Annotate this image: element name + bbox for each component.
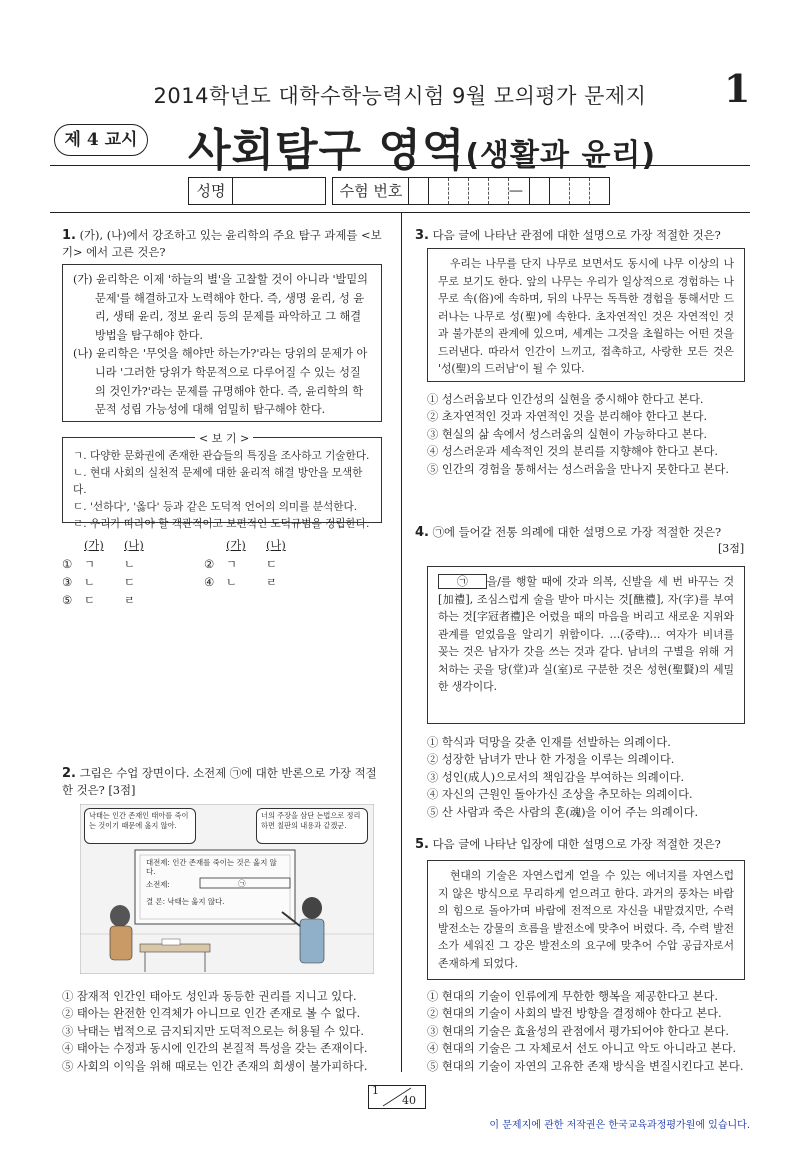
- column-na: (나): [124, 539, 144, 552]
- choice-1-ga[interactable]: ㄱ: [84, 558, 95, 571]
- passage-text: 우리는 나무를 단지 나무로 보면서도 동시에 나무 이상의 나무로 보기도 한다. 앞의 나무는 우리가 일상적으로 경험하는 나무로 속(俗)에 속하며, 뒤의 나무는 독특한 경험을 통해서만 드러나는 나무로 성(聖)에 속한다. 초자연적인 것은 자연적인 것과 불가분의 관계에 있으며, 세계는 그것을 초월하는 어떤 것을 드러낸다. 따라서 인간이 느끼고, 접촉하고, 사랑한 모든 것은 '성(聖)의 드러남'이 될 수 있다.: [438, 257, 734, 375]
- choice-2-number[interactable]: ②: [204, 558, 215, 571]
- choice-4[interactable]: ④ 자신의 근원인 돌아가신 조상을 추모하는 의례이다.: [427, 788, 693, 802]
- choice-3[interactable]: ③ 낙태는 법적으로 금지되지만 도덕적으로는 허용될 수 있다.: [62, 1024, 364, 1038]
- column-divider: [401, 212, 402, 1072]
- board-minor-premise-blank: ㉠: [238, 879, 246, 888]
- question-1-bogi-box: [62, 437, 382, 530]
- choice-5[interactable]: ⑤ 현대의 기술이 자연의 고유한 존재 방식을 변질시킨다고 본다.: [427, 1059, 744, 1073]
- column-ga: (가): [226, 539, 246, 552]
- board-minor-premise-label: 소전제:: [146, 880, 170, 889]
- classroom-illustration: [80, 804, 374, 974]
- choice-2[interactable]: ② 초자연적인 것과 자연적인 것을 분리해야 한다고 본다.: [427, 410, 708, 424]
- speech-bubble-student: 낙태는 인간 존재인 태아를 죽이는 것이기 때문에 옳지 않아.: [84, 808, 196, 844]
- page-counter-current: 1: [372, 1084, 379, 1097]
- column-ga: (가): [84, 539, 104, 552]
- name-label: 성명: [188, 177, 233, 205]
- top-rule: [50, 212, 750, 213]
- board-major-premise: 대전제: 인간 존재를 죽이는 것은 옳지 않다.: [146, 858, 277, 876]
- question-5-choices: [427, 988, 757, 1075]
- question-text: 다음 글에 나타난 입장에 대한 설명으로 가장 적절한 것은?: [432, 837, 721, 851]
- choice-2[interactable]: ② 태아는 완전한 인격체가 아니므로 인간 존재로 볼 수 없다.: [62, 1007, 361, 1021]
- choice-1[interactable]: ① 잠재적 인간인 태아도 성인과 동등한 권리를 지니고 있다.: [62, 990, 357, 1003]
- bogi-item: ㄹ. 우리가 따라야 할 객관적이고 보편적인 도덕규범을 정립한다.: [73, 518, 370, 530]
- choice-1-number[interactable]: ①: [62, 558, 73, 571]
- question-4-choices: [427, 734, 757, 821]
- choice-1-na[interactable]: ㄴ: [124, 558, 135, 571]
- exam-number-label: 수험 번호: [332, 177, 409, 205]
- passage-ga: (가) 윤리학은 이제 '하늘의 별'을 고찰할 것이 아니라 '발밑의 문제'를 해결하고자 노력해야 한다. 즉, 생명 윤리, 성 윤리, 생태 윤리, 정보 윤리 등의 문제를 파악하고 그 해결 방법을 탐구해야 한다.: [73, 273, 368, 342]
- question-3-stem: [415, 227, 755, 244]
- page-counter-total: 40: [402, 1094, 416, 1107]
- question-1-choices: [62, 556, 382, 610]
- subject-main: 사회탐구 영역: [188, 125, 466, 176]
- question-2-stem: [62, 765, 382, 799]
- passage-text: 현대의 기술은 자연스럽게 얻을 수 있는 에너지를 자연스럽지 않은 방식으로 무리하게 얻으려고 한다. 과거의 풍차는 바람의 힘으로 돌아가며 바람에 전적으로 자신을 내맡겼지만, 수력 발전소는 강물의 흐름을 발전소에 맞추어 버렸다. 즉, 수력 발전소가 세워진 그 강은 발전소의 요구에 맞추어 수압 공급자로서 존재하게 되었다.: [438, 869, 734, 970]
- question-1-stem: [62, 227, 382, 261]
- choice-4-ga[interactable]: ㄴ: [226, 576, 237, 589]
- passage-na: (나) 윤리학은 '무엇을 해야만 하는가?'라는 당위의 문제가 아니라 '그러한 당위가 학문적으로 다루어질 수 있는 성질의 것인가?'라는 문제를 규명해야 한다. 즉, 윤리학의 학문적 성립 가능성에 대해 엄밀히 탐구해야 한다.: [73, 347, 368, 417]
- choice-5[interactable]: ⑤ 사회의 이익을 위해 때로는 인간 존재의 희생이 불가피하다.: [62, 1059, 368, 1073]
- choice-2-na[interactable]: ㄷ: [266, 558, 277, 571]
- choice-3-number[interactable]: ③: [62, 576, 73, 589]
- bogi-title: < 보 기 >: [195, 430, 253, 446]
- question-text: ㉠에 들어갈 전통 의례에 대한 설명으로 가장 적절한 것은?: [432, 525, 722, 539]
- question-number: 5.: [415, 837, 429, 852]
- choice-5-number[interactable]: ⑤: [62, 594, 73, 607]
- choice-5[interactable]: ⑤ 인간의 경험을 통해서는 성스러움을 만나지 못한다고 본다.: [427, 462, 729, 476]
- blank-box: ㉠: [438, 574, 487, 589]
- page-number: 1: [724, 66, 751, 111]
- header-rule: [50, 165, 750, 166]
- choice-2[interactable]: ② 현대의 기술이 사회의 발전 방향을 결정해야 한다고 본다.: [427, 1007, 722, 1021]
- choice-5-na[interactable]: ㄹ: [124, 594, 135, 607]
- exam-number-dash: —: [509, 183, 523, 199]
- choice-5-ga[interactable]: ㄷ: [84, 594, 95, 607]
- choice-5[interactable]: ⑤ 산 사람과 죽은 사람의 혼(魂)을 이어 주는 의례이다.: [427, 805, 699, 819]
- choice-4[interactable]: ④ 현대의 기술은 그 자체로서 선도 아니고 악도 아니라고 본다.: [427, 1042, 737, 1056]
- question-3-passage: [427, 248, 745, 382]
- column-na: (나): [266, 539, 286, 552]
- question-text: 그림은 수업 장면이다. 소전제 ㉠에 대한 반론으로 가장 적절한 것은? [3점]: [62, 766, 377, 797]
- speech-bubble-teacher: 너의 주장을 삼단 논법으로 정리하면 칠판의 내용과 같겠군.: [256, 808, 368, 844]
- board-conclusion: 결 론: 낙태는 옳지 않다.: [146, 897, 225, 906]
- question-number: 3.: [415, 228, 429, 243]
- question-2-choices: [62, 988, 392, 1075]
- points-badge: [3점]: [718, 542, 745, 555]
- choice-2-ga[interactable]: ㄱ: [226, 558, 237, 571]
- choice-4-na[interactable]: ㄹ: [266, 576, 277, 589]
- question-text: (가), (나)에서 강조하고 있는 윤리학의 주요 탐구 과제를 <보기> 에서 고른 것은?: [62, 228, 382, 259]
- choice-4-number[interactable]: ④: [204, 576, 215, 589]
- choice-1[interactable]: ① 학식과 덕망을 갖춘 인재를 선발하는 의례이다.: [427, 736, 671, 749]
- copyright-notice: 이 문제지에 관한 저작권은 한국교육과정평가원에 있습니다.: [489, 1120, 750, 1131]
- choice-3-ga[interactable]: ㄴ: [84, 576, 95, 589]
- bogi-item: ㄴ. 현대 사회의 실천적 문제에 대한 윤리적 해결 방안을 모색한다.: [73, 467, 363, 496]
- question-3-choices: [427, 391, 757, 478]
- subject-sub: (생활과 윤리): [465, 138, 657, 173]
- question-number: 2.: [62, 766, 76, 781]
- question-text: 다음 글에 나타난 관점에 대한 설명으로 가장 적절한 것은?: [432, 228, 721, 242]
- exam-title: 2014학년도 대학수학능력시험 9월 모의평가 문제지: [153, 84, 647, 108]
- question-1-passage: [62, 264, 382, 422]
- period-badge: 제 4 교시: [54, 124, 148, 156]
- choice-4[interactable]: ④ 태아는 수정과 동시에 인간의 본질적 특성을 갖는 존재이다.: [62, 1042, 368, 1056]
- choice-3-na[interactable]: ㄷ: [124, 576, 135, 589]
- choice-3[interactable]: ③ 현실의 삶 속에서 성스러움의 실현이 가능하다고 본다.: [427, 427, 708, 441]
- question-number: 4.: [415, 525, 429, 540]
- question-number: 1.: [62, 228, 76, 243]
- passage-text: 을/를 행할 때에 갓과 의복, 신발을 세 번 바꾸는 것[加禮], 조심스럽게 술을 받아 마시는 것[醮禮], 자(字)를 부여하는 것[字冠者禮]은 어렸을 때의 마음을 버리고 새로운 지위와 관계를 얻었음을 알리기 위함이다. …(중략)… 여자가 비녀를 꽂는 것은 남자가 갓을 쓰는 것과 같다. 남녀의 구별을 위해 거처하는 곳을 당(堂)과 실(室)로 구분한 것은 성현(聖賢)의 세밀한 생각이다.: [438, 575, 734, 693]
- question-4-stem: [415, 524, 755, 541]
- bogi-item: ㄱ. 다양한 문화권에 존재한 관습들의 특징을 조사하고 기술한다.: [73, 450, 370, 462]
- choice-1[interactable]: ① 현대의 기술이 인류에게 무한한 행복을 제공한다고 본다.: [427, 990, 719, 1003]
- choice-3[interactable]: ③ 성인(成人)으로서의 책임감을 부여하는 의례이다.: [427, 770, 685, 784]
- choice-4[interactable]: ④ 성스러운과 세속적인 것의 분리를 지향해야 한다고 본다.: [427, 445, 719, 459]
- question-4-passage: [427, 566, 745, 724]
- subject-title: [188, 114, 656, 178]
- choice-1[interactable]: ① 성스러움보다 인간성의 실현을 중시해야 한다고 본다.: [427, 393, 704, 406]
- question-1-choice-header: [62, 537, 382, 555]
- choice-3[interactable]: ③ 현대의 기술은 효율성의 관점에서 평가되어야 한다고 본다.: [427, 1024, 729, 1038]
- bogi-item: ㄷ. '선하다', '옳다' 등과 같은 도덕적 언어의 의미를 분석한다.: [73, 501, 358, 513]
- question-5-stem: [415, 836, 755, 853]
- choice-2[interactable]: ② 성장한 남녀가 만나 한 가정을 이루는 의례이다.: [427, 753, 675, 767]
- name-field[interactable]: [232, 177, 326, 205]
- question-5-passage: [427, 860, 745, 980]
